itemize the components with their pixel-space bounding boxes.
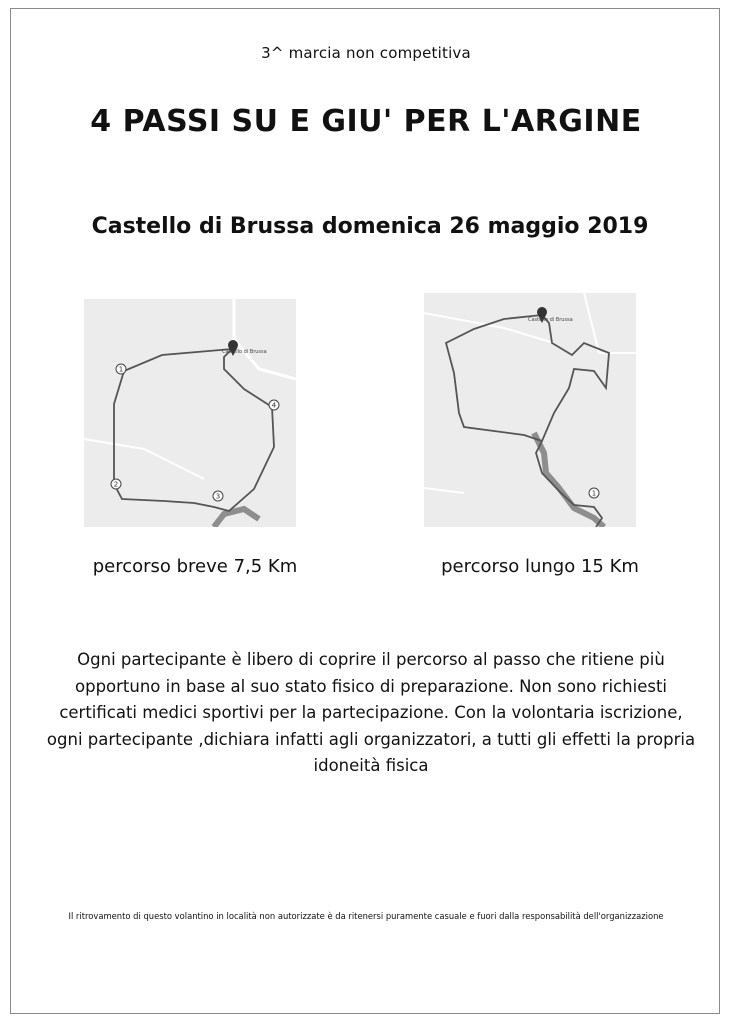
long-route-map [424,293,636,527]
short-route-path [114,349,274,511]
map-place-label: Castello di Brussa [222,349,267,355]
short-route-map [84,299,296,527]
route-marker-4-label: 4 [271,401,277,410]
route-marker-3 [213,491,223,501]
event-title: 4 PASSI SU E GIU' PER L'ARGINE [90,104,642,139]
event-subtitle: 3^ marcia non competitiva [261,44,471,62]
route-marker-2-label: 2 [113,480,119,489]
route-marker-1 [589,488,599,498]
map-place-label: Castello di Brussa [528,317,573,323]
long-route-caption: percorso lungo 15 Km [441,556,639,577]
event-location-date: Castello di Brussa domenica 26 maggio 2019 [91,214,649,239]
route-marker-1 [116,364,126,374]
route-marker-2 [111,479,121,489]
route-marker-1-label: 1 [118,365,124,374]
route-marker-4 [269,400,279,410]
participation-notice: Ogni partecipante è libero di coprire il percorso al passo che ritiene più opportuno in base al suo stato fisico di preparazione. Non sono richiesti certificati medici sportivi per la partecipazione. Con la volontaria iscrizione, ogni partecipante ,dichiara infatti agli organizzatori, a tutti gli effetti la propria idoneità fisica [46,650,696,775]
short-route-caption: percorso breve 7,5 Km [92,556,298,577]
route-marker-1-label: 1 [591,489,597,498]
long-route-path [446,315,609,527]
flyer-disclaimer: Il ritrovamento di questo volantino in località non autorizzate è da ritenersi puramente casuale e fuori dalla responsabilità dell'organizzazione [68,911,664,921]
route-marker-3-label: 3 [215,492,221,501]
